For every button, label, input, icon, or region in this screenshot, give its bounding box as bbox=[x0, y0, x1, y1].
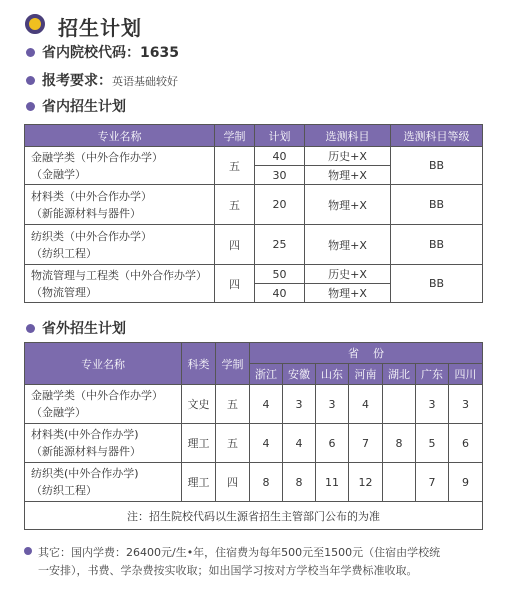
requirement bbox=[42, 70, 178, 90]
plan-cell: 50 bbox=[255, 265, 305, 284]
major-name: 材料类（中外合作办学） （新能源材料与器件） bbox=[25, 185, 215, 225]
value-cell: 3 bbox=[416, 385, 449, 424]
col-header: 计划 bbox=[255, 125, 305, 147]
plan-cell: 30 bbox=[255, 166, 305, 185]
subject-cell: 物理+X bbox=[305, 185, 391, 225]
inprov-heading: 省内招生计划 bbox=[42, 99, 126, 115]
value-cell: 6 bbox=[316, 424, 349, 463]
value-cell: 4 bbox=[283, 424, 316, 463]
province-header: 广东 bbox=[416, 364, 449, 385]
note-line: 其它：国内学费：26400元/生•年，住宿费为每年500元至1500元（住宿由学校统 bbox=[38, 546, 441, 559]
grade-cell: BB bbox=[391, 265, 483, 303]
value-cell: 8 bbox=[250, 463, 283, 502]
grade-cell: BB bbox=[391, 147, 483, 185]
value-cell: 5 bbox=[416, 424, 449, 463]
other-note bbox=[24, 544, 486, 580]
col-header: 专业名称 bbox=[25, 125, 215, 147]
table-row bbox=[25, 424, 483, 463]
major-name: 金融学类（中外合作办学） （金融学） bbox=[25, 147, 215, 185]
table-row bbox=[25, 147, 483, 166]
col-header: 专业名称 bbox=[25, 343, 182, 385]
years-cell: 四 bbox=[215, 225, 255, 265]
note-line: 一安排），书费、学杂费按实收取；如出国学习按对方学校当年学费标准收取。 bbox=[38, 564, 418, 577]
plan-cell: 40 bbox=[255, 284, 305, 303]
value-cell bbox=[383, 463, 416, 502]
province-header: 湖北 bbox=[383, 364, 416, 385]
years-cell: 五 bbox=[216, 385, 250, 424]
subject-cell: 历史+X bbox=[305, 265, 391, 284]
value-cell: 12 bbox=[349, 463, 383, 502]
major-name: 纺织类(中外合作办学) （纺织工程） bbox=[25, 463, 182, 502]
col-header: 省 份 bbox=[250, 343, 483, 364]
major-name: 材料类(中外合作办学) （新能源材料与器件） bbox=[25, 424, 182, 463]
value-cell: 9 bbox=[449, 463, 483, 502]
subject-cell: 物理+X bbox=[305, 225, 391, 265]
title-dot-icon bbox=[25, 14, 45, 34]
col-header: 科类 bbox=[182, 343, 216, 385]
bullet-icon bbox=[26, 324, 35, 333]
years-cell: 五 bbox=[215, 185, 255, 225]
province-header: 四川 bbox=[449, 364, 483, 385]
subject-cell: 物理+X bbox=[305, 284, 391, 303]
requirement-value: 英语基础较好 bbox=[112, 75, 178, 88]
value-cell: 3 bbox=[449, 385, 483, 424]
table-footnote: 注：招生院校代码以生源省招生主管部门公布的为准 bbox=[25, 502, 483, 530]
table-row bbox=[25, 185, 483, 225]
type-cell: 理工 bbox=[182, 424, 216, 463]
major-name: 纺织类（中外合作办学） （纺织工程） bbox=[25, 225, 215, 265]
value-cell: 6 bbox=[449, 424, 483, 463]
province-header: 安徽 bbox=[283, 364, 316, 385]
plan-cell: 25 bbox=[255, 225, 305, 265]
bullet-icon bbox=[26, 76, 35, 85]
plan-cell: 20 bbox=[255, 185, 305, 225]
value-cell: 7 bbox=[349, 424, 383, 463]
table-row bbox=[25, 463, 483, 502]
school-code: 省内院校代码：1635 bbox=[42, 45, 179, 61]
years-cell: 四 bbox=[216, 463, 250, 502]
type-cell: 文史 bbox=[182, 385, 216, 424]
years-cell: 四 bbox=[215, 265, 255, 303]
value-cell: 4 bbox=[250, 424, 283, 463]
bullet-icon bbox=[24, 547, 32, 555]
bullet-icon bbox=[26, 48, 35, 57]
value-cell: 7 bbox=[416, 463, 449, 502]
outprov-heading: 省外招生计划 bbox=[42, 321, 126, 337]
subject-cell: 物理+X bbox=[305, 166, 391, 185]
value-cell: 3 bbox=[316, 385, 349, 424]
plan-cell: 40 bbox=[255, 147, 305, 166]
province-header: 河南 bbox=[349, 364, 383, 385]
value-cell: 4 bbox=[349, 385, 383, 424]
type-cell: 理工 bbox=[182, 463, 216, 502]
value-cell bbox=[383, 385, 416, 424]
requirement-label: 报考要求： bbox=[42, 73, 112, 89]
table-footnote-row bbox=[25, 502, 483, 530]
grade-cell: BB bbox=[391, 225, 483, 265]
years-cell: 五 bbox=[216, 424, 250, 463]
outprov-table bbox=[24, 342, 483, 530]
col-header: 选测科目 bbox=[305, 125, 391, 147]
province-header: 浙江 bbox=[250, 364, 283, 385]
province-header: 山东 bbox=[316, 364, 349, 385]
inprov-table bbox=[24, 124, 483, 303]
col-header: 学制 bbox=[216, 343, 250, 385]
col-header: 选测科目等级 bbox=[391, 125, 483, 147]
subject-cell: 历史+X bbox=[305, 147, 391, 166]
page-title: 招生计划 bbox=[58, 16, 142, 40]
major-name: 物流管理与工程类（中外合作办学） （物流管理） bbox=[25, 265, 215, 303]
table-row bbox=[25, 265, 483, 284]
grade-cell: BB bbox=[391, 185, 483, 225]
value-cell: 3 bbox=[283, 385, 316, 424]
value-cell: 4 bbox=[250, 385, 283, 424]
major-name: 金融学类（中外合作办学） （金融学） bbox=[25, 385, 182, 424]
col-header: 学制 bbox=[215, 125, 255, 147]
years-cell: 五 bbox=[215, 147, 255, 185]
table-row bbox=[25, 385, 483, 424]
value-cell: 8 bbox=[383, 424, 416, 463]
table-row bbox=[25, 225, 483, 265]
value-cell: 8 bbox=[283, 463, 316, 502]
value-cell: 11 bbox=[316, 463, 349, 502]
bullet-icon bbox=[26, 102, 35, 111]
